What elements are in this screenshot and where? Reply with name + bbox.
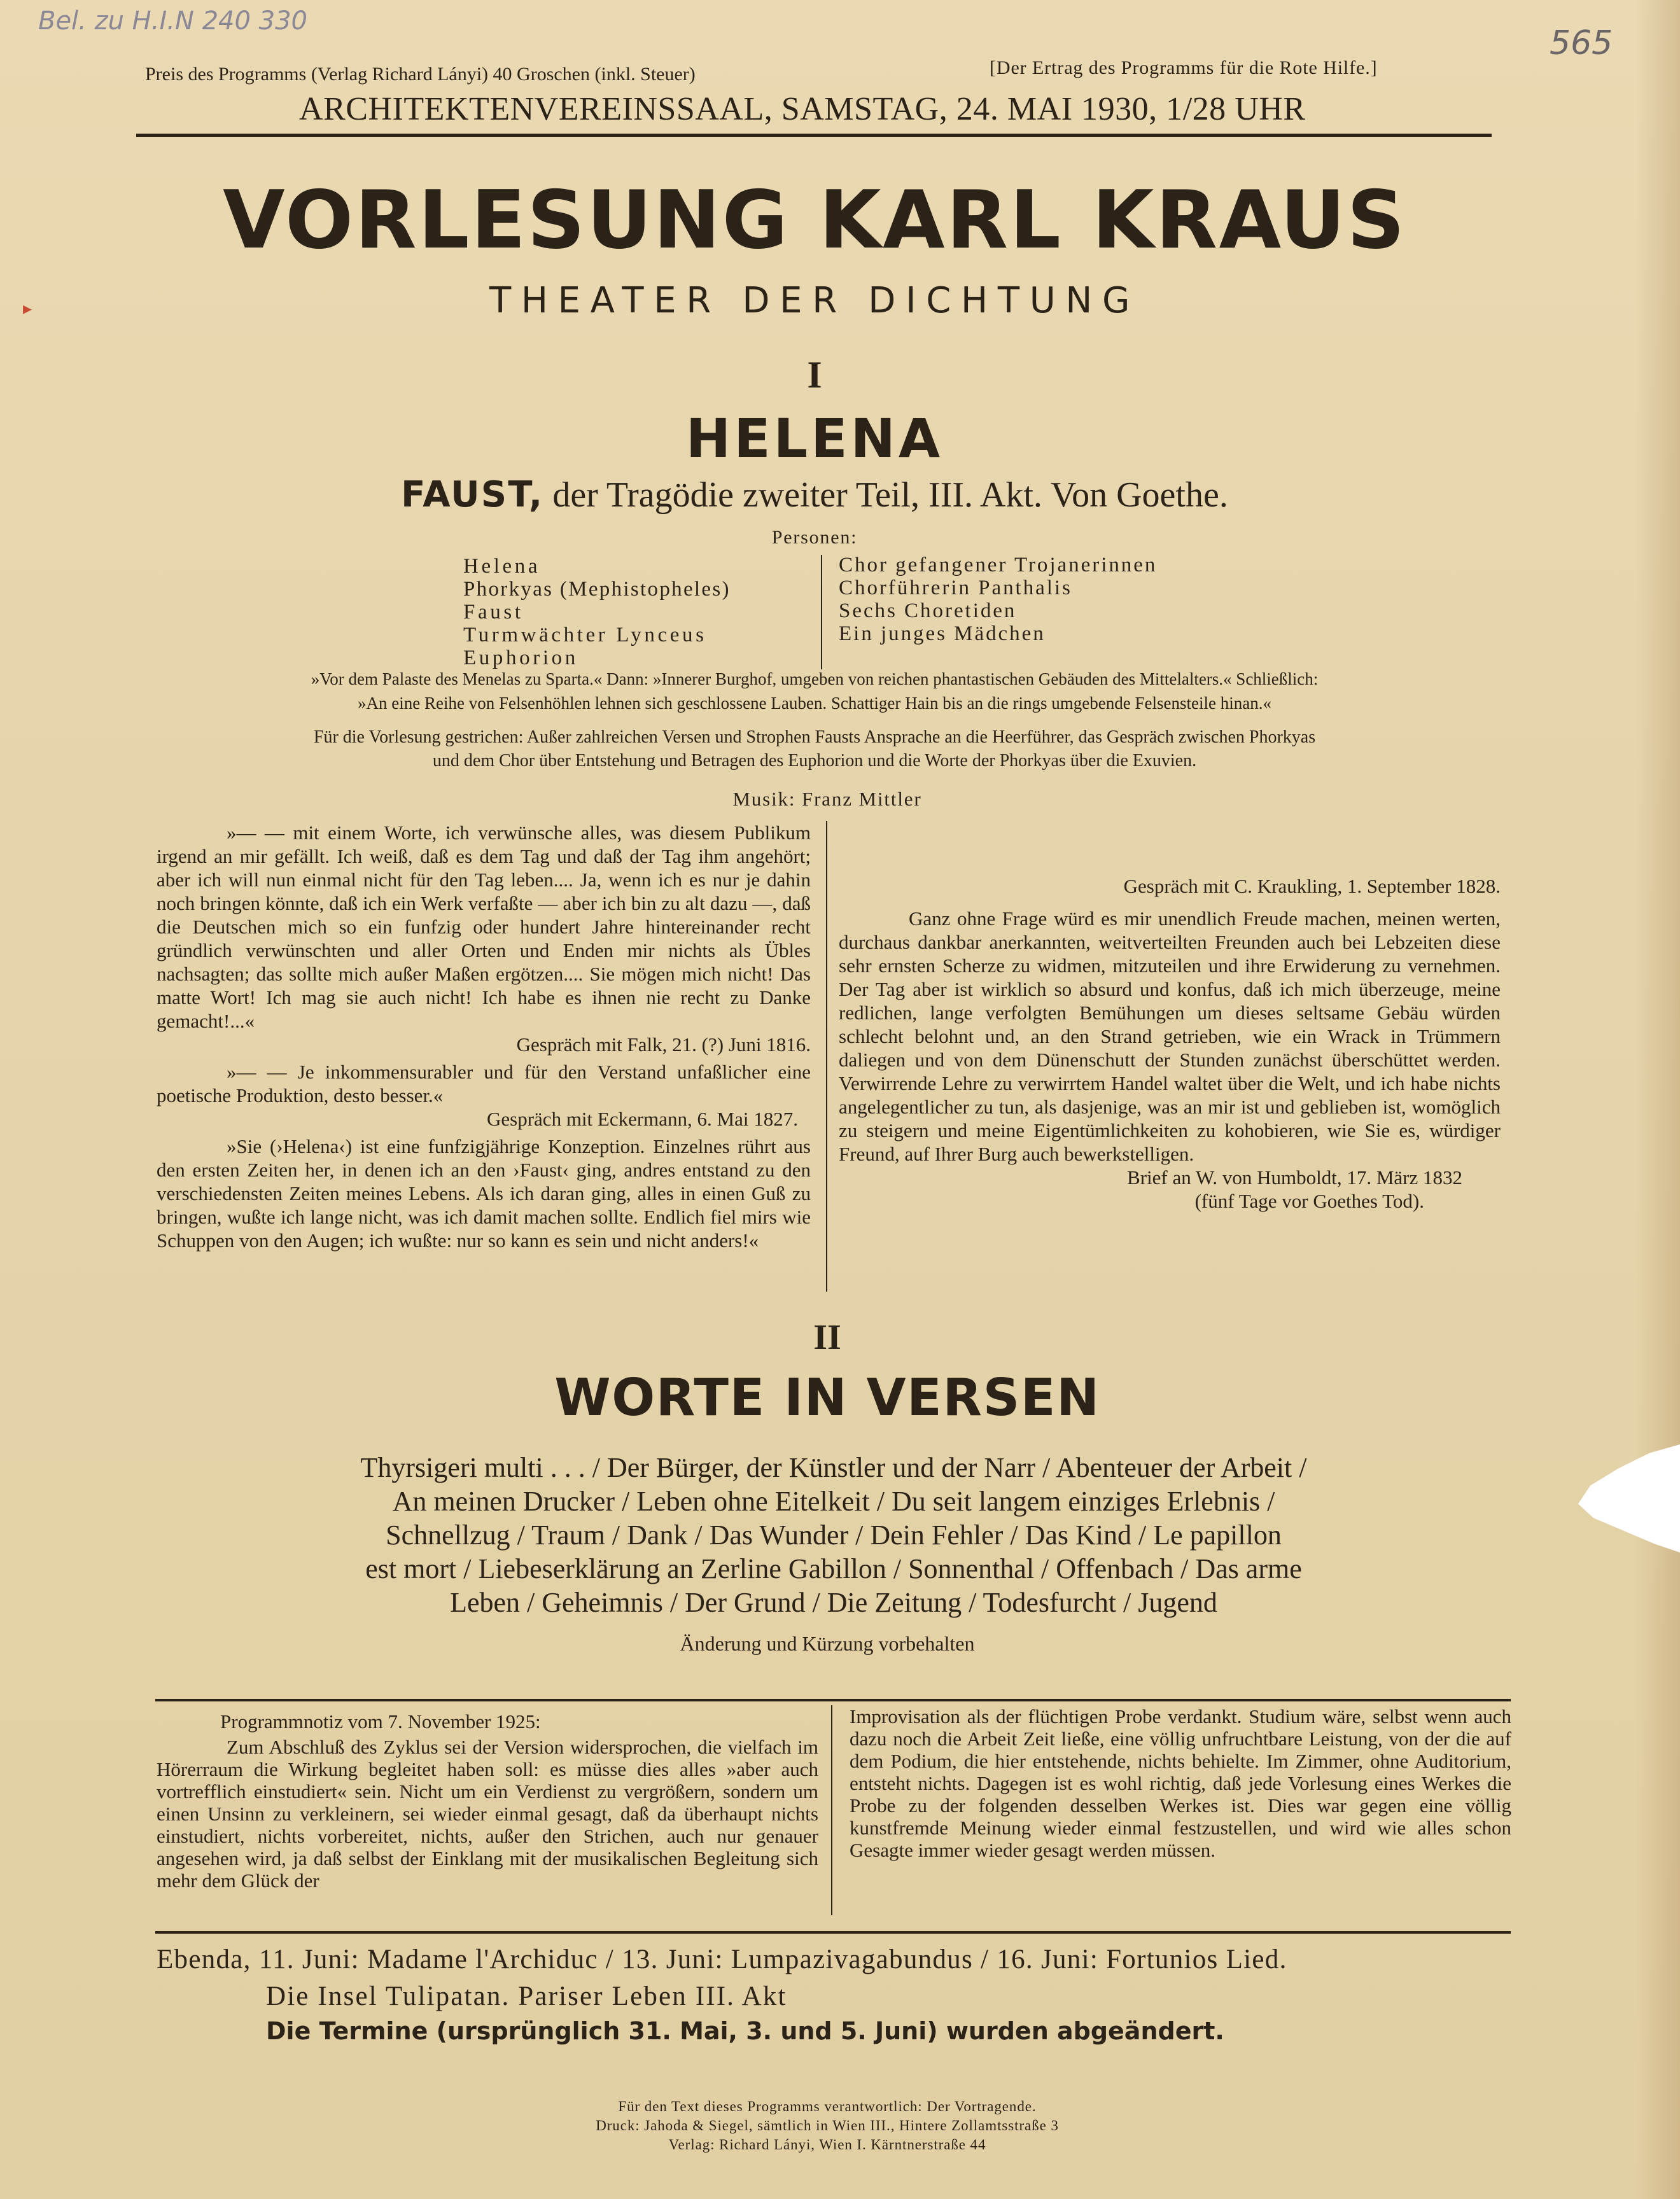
quotes-column-divider [826,821,827,1292]
person-panthalis: Chorführerin Panthalis [839,576,1072,599]
program-note-heading: Programmnotiz vom 7. November 1925: [220,1710,541,1733]
persons-divider [821,555,822,669]
persons-right-list [839,554,1157,645]
persons-label: Personen: [771,527,858,548]
work-description: der Tragödie zweiter Teil, III. Akt. Von Goethe. [543,475,1228,515]
poems-line-4: est mort / Liebeserklärung an Zerline Gabillon / Sonnenthal / Offenbach / Das arme [365,1553,1302,1584]
red-margin-mark: ▸ [23,299,32,319]
archive-annotation: Bel. zu H.I.N 240 330 [38,6,308,36]
poems-line-1: Thyrsigeri multi . . . / Der Bürger, der Künstler und der Narr / Abenteuer der Arbeit / [360,1452,1307,1483]
quotes-right-column [839,821,1501,1213]
program-note-bottom-rule [155,1931,1511,1934]
changes-reserved-note: Änderung und Kürzung vorbehalten [680,1632,975,1655]
quote-humboldt-source: Brief an W. von Humboldt, 17. März 1832 [1127,1166,1462,1189]
upcoming-dates: Ebenda, 11. Juni: Madame l'Archiduc / 13. Juni: Lumpazivagabundus / 16. Juni: Fortunios Lied. [157,1944,1287,1974]
cut-line-1: Für die Vorlesung gestrichen: Außer zahlreichen Versen und Strophen Fausts Ansprache an die Heerführer, das Gespräch zwischen Phorkyas [313,727,1316,747]
person-lynceus: Turmwächter Lynceus [463,624,707,646]
venue-date-line: ARCHITEKTENVEREINSSAAL, SAMSTAG, 24. MAI 1930, 1/28 UHR [299,91,1306,127]
person-chor: Chor gefangener Trojanerinnen [839,554,1158,576]
music-credit: Musik: Franz Mittler [732,788,922,810]
person-maedchen: Ein junges Mädchen [839,622,1046,645]
subtitle: THEATER DER DICHTUNG [489,280,1140,321]
part-one-numeral: I [807,354,822,396]
quote-kraukling-source: Gespräch mit C. Kraukling, 1. September 1828. [1123,875,1501,897]
setting-line-2: »An eine Reihe von Felsenhöhlen lehnen sich geschlossene Lauben. Schattiger Hain bis an die rings umgebende Felsensteile hinan.« [358,694,1271,713]
person-phorkyas: Phorkyas (Mephistopheles) [463,578,731,601]
work-name: FAUST, [401,474,544,515]
paper-edge-shade [1635,0,1680,2199]
quote-kraukling: »Sie (›Helena‹) ist eine funfzigjährige Konzeption. Einzelnes rührt aus den ersten Zeiten her, in denen ich an den ›Faust‹ ging, andres entstand zu den verschiedensten Zeiten meines Lebens. Als ich daran ging, alles in einen Guß zu bringen, wußte ich lange nicht, was ich damit machen sollte. Endlich fiel mirs wie Schuppen von den Augen; ich wußte: nur so kann es sein und nicht anders!« [157,1135,811,1252]
work-line [0,474,1629,515]
person-choretiden: Sechs Choretiden [839,599,1017,622]
price-line: Preis des Programms (Verlag Richard Lányi) 40 Groschen (inkl. Steuer) [145,64,696,85]
quote-falk-source: Gespräch mit Falk, 21. (?) Juni 1816. [516,1033,811,1056]
quote-humboldt-note: (fünf Tage vor Goethes Tod). [1194,1190,1424,1212]
poems-line-3: Schnellzug / Traum / Dank / Das Wunder / Dein Fehler / Das Kind / Le papillon [386,1519,1282,1551]
program-note-divider [831,1705,832,1915]
main-title: VORLESUNG KARL KRAUS [223,173,1406,267]
person-helena: Helena [463,555,541,578]
quote-eckermann: »— — Je inkommensurabler und für den Verstand unfaßlicher eine poetische Produktion, desto besser.« [157,1061,811,1106]
quote-eckermann-source: Gespräch mit Eckermann, 6. Mai 1827. [487,1108,798,1130]
quote-humboldt: Ganz ohne Frage würd es mir unendlich Freude machen, meinen werten, durchaus dankbar anerkannten, weitverteilten Freunden auch bei Lebzeiten diese sehr ernsten Scherze zu widmen, mitzuteilen und ihre Erwiderung zu vernehmen. Der Tag aber ist wirklich so absurd und konfus, daß ich mich überzeuge, meine redlichen, lange verfolgten Bemühungen um dieses seltsame Gebäu würden schlecht belohnt und, an den Strand getrieben, wie ein Wrack in Trümmern daliegen und von dem Dünenschutt der Stunden zunächst überschüttet werden. Verwirrende Lehre zu verwirrtem Handel waltet über die Welt, und ich habe nichts angelegentlicher zu tun, als dasjenige, was an mir ist und geblieben ist, womöglich zu steigern und meine Eigentümlichkeiten zu kohobieren, wie Sie es, würdiger Freund, auf Ihrer Burg auch bewerkstelligen. [839,907,1501,1165]
imprint-responsible: Für den Text dieses Programms verantwortlich: Der Vortragende. [618,2098,1037,2114]
imprint-printer: Druck: Jahoda & Siegel, sämtlich in Wien III., Hintere Zollamtsstraße 3 [596,2118,1059,2133]
header-rule [136,134,1492,137]
program-note-left [157,1736,818,1892]
proceeds-line: [Der Ertrag des Programms für die Rote Hilfe.] [990,57,1378,78]
part-one-title: HELENA [685,407,944,470]
person-euphorion: Euphorion [463,646,578,669]
setting-line-1: »Vor dem Palaste des Menelas zu Sparta.« Dann: »Innerer Burghof, umgeben von reichen phantastischen Gebäuden des Mittelalters.« Schließlich: [311,669,1319,688]
quote-falk: »— — mit einem Worte, ich verwünsche alles, was diesem Publikum irgend an mir gefällt. Ich weiß, daß es dem Tag und daß der Tag ihm angehört; aber ich will nun einmal nicht für den Tag leben.... Ja, wenn ich es nur je dahin noch bringen könnte, daß ich ein Werk verfaßte — aber ich bin zu alt dazu —, daß die Deutschen mich so ein funfzig oder hundert Jahre hintereinander recht gründlich verwünschten und aller Orten und Enden mir nichts als Übles nachsagten; das sollte mich außer Maßen ergötzen.... Sie mögen mich nicht! Das matte Wort! Ich mag sie auch nicht! Ich habe es ihnen nie recht zu Danke gemacht!...« [157,821,811,1032]
poems-line-2: An meinen Drucker / Leben ohne Eitelkeit / Du seit langem einziges Erlebnis / [392,1486,1275,1517]
imprint-publisher: Verlag: Richard Lányi, Wien I. Kärntnerstraße 44 [668,2137,986,2153]
program-note-right-text: Improvisation als der flüchtigen Probe verdankt. Studium wäre, selbst wenn auch dazu noch die Arbeit Zeit ließe, eine völlig unfruchtbare Leistung, von der die auf dem Podium, die hier entstehende, nichts behielte. Im Zimmer, ohne Auditorium, entsteht nichts. Dagegen ist es wohl richtig, daß jede Vorlesung eines Werkes die Probe zu der folgenden desselben Werkes ist. Dies war gegen eine völlig kunstfremde Meinung wieder einmal festzustellen, und wird wie alles schon Gesagte immer wieder gesagt werden müssen. [850,1705,1511,1861]
dates-changed-note: Die Termine (ursprünglich 31. Mai, 3. und 5. Juni) wurden abgeändert. [266,2017,1224,2045]
poems-line-5: Leben / Geheimnis / Der Grund / Die Zeitung / Todesfurcht / Jugend [450,1587,1217,1618]
program-note-left-text: Zum Abschluß des Zyklus sei der Version widersprochen, die vielfach im Hörerraum die Wirkung begleitet haben soll: es müsse dies alles »aber auch vortrefflich einstudiert« sein. Nicht um ein Verdienst zu vergrößern, sondern um einen Unsinn zu verkleinern, sei wieder einmal gesagt, daß da überhaupt nichts einstudiert, nichts vorbereitet, nichts, außer den Strichen, auch nur genauer angesehen wird, ja daß selbst der Einklang mit der musikalischen Begleitung sich mehr dem Glück der [157,1736,818,1892]
part-two-title: WORTE IN VERSEN [554,1368,1100,1427]
poems-list [274,1451,1394,1619]
upcoming-dates-continued: Die Insel Tulipatan. Pariser Leben III. Akt [266,1981,787,2011]
part-two-numeral: II [813,1318,841,1357]
persons-left-list [463,555,731,669]
person-faust: Faust [463,601,524,624]
program-note-top-rule [155,1699,1511,1701]
page-number-annotation: 565 [1550,24,1613,62]
quotes-left-column [157,821,811,1252]
cut-line-2: und dem Chor über Entstehung und Betragen des Euphorion und die Worte der Phorkyas über die Exuvien. [432,751,1197,771]
program-note-right [850,1705,1511,1861]
